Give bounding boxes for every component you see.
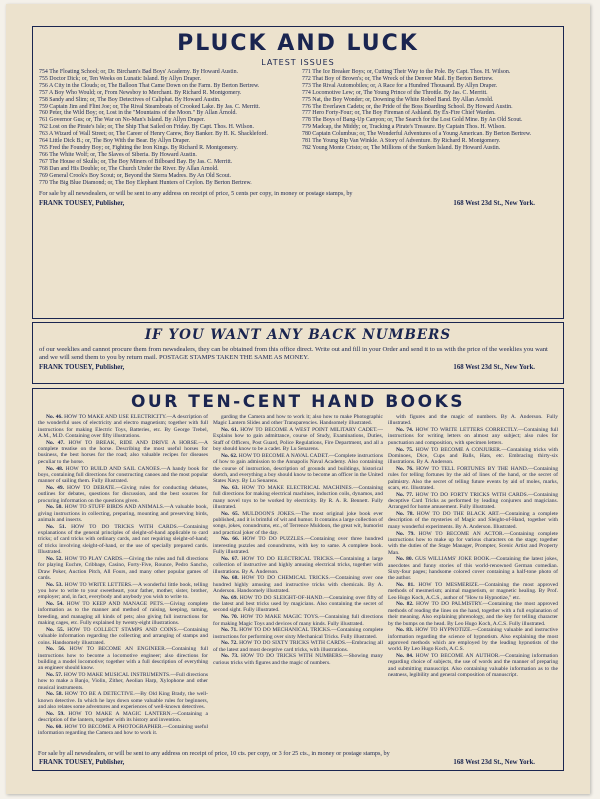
issue-entry: 775 Nat, the Boy Wonder; or, Downing the White Robed Band. By Allan Arnold.	[302, 96, 494, 103]
hand-book-description: HOW TO BECOME A PHOTOGRAPHER.—Containing useful information regarding the Camera and how to work it.	[38, 723, 208, 737]
hand-book-description: HOW TO KEEP AND MANAGE PETS.—Giving complete information as to the manner and method of raising, keeping, taming, breeding, and managing all kinds of pets; also giving full instructions for making cages, etc. Fully explained by twenty-eight illustrations.	[38, 601, 208, 627]
hand-book-entry	[388, 414, 558, 427]
issue-entry: 771 The Ice Breaker Boys; or, Cutting Their Way to the Pole. By Capt. Thos. H. Wilson.	[302, 69, 511, 75]
magazine-back-cover	[6, 4, 590, 794]
hand-book-number: No. 62.	[221, 452, 238, 459]
hand-book-description: HOW TO MAKE ELECTRICAL MACHINES.—Containing full directions for making electrical machines, induction coils, dynamos, and many novel toys to be worked by electricity. By R. A. R. Bennett. Fully illustrated.	[213, 484, 383, 510]
pluck-and-luck-title: PLUCK AND LUCK	[177, 31, 419, 56]
hand-book-entry	[213, 511, 383, 536]
hand-book-entry	[388, 531, 558, 556]
hand-book-number: No. 69.	[221, 594, 238, 601]
hand-book-entry	[38, 711, 208, 724]
hand-book-number: No. 71.	[221, 627, 238, 634]
hand-book-column-1	[38, 414, 208, 749]
hand-book-number: No. 79.	[396, 530, 415, 537]
hand-book-description: HOW TO PLAY CARDS.—Giving the rules and full directions for playing Euchre, Cribbage, Casino, Forty-Five, Rounce, Pedro Sancho, Draw Poker, Auction Pitch, All Fours, and many other popular games of cards.	[38, 555, 208, 581]
hand-book-entry	[388, 627, 558, 652]
hand-book-entry	[388, 556, 558, 581]
issues-left-column	[39, 69, 294, 186]
hand-book-entry	[388, 466, 558, 491]
issue-entry: 764 Little Dick B.; or, The Boy With the Bear. By Allyn Draper.	[39, 138, 191, 145]
hand-book-number: No. 84.	[396, 653, 414, 660]
hand-book-description: HOW TO BECOME A WEST POINT MILITARY CADET.—Explains how to gain admittance, course of Study, Examinations, Duties, Staff of Officers, Post Guard, Police Regulations, Fire Department, and all a boy should know to be a cadet. By Lu Senarens.	[213, 427, 383, 453]
hand-book-entry	[38, 724, 208, 737]
hand-book-entry	[38, 627, 208, 646]
hand-book-number: No. 74.	[396, 427, 414, 434]
hand-book-description: HOW TO BE A DETECTIVE.—By Old King Brady, the well-known detective. In which he lays down some valuable rules for beginners, and also relates some adventures and experiences of well-known detectives.	[38, 691, 208, 711]
issue-entry: 774 Locomotive Lew; or, The Young Prince of the Throttle. By Jas. C. Merritt.	[302, 89, 488, 96]
hand-book-description: HOW TO WRITE LETTERS CORRECTLY.—Containing full instructions for writing letters on almost any subject; also rules for punctuation and composition, with specimen letters.	[388, 427, 558, 446]
advertisement-frame	[32, 26, 564, 771]
hand-book-number: No. 53.	[46, 581, 63, 588]
hand-book-description: GUS WILLIAMS' JOKE BOOK.—Containing the latest jokes, anecdotes and funny stories of this world-renowned German comedian. Sixty-four pages; handsome colored cover containing a half-tone photo of the author.	[388, 556, 558, 582]
hand-book-description: MULDOON'S JOKES.—The most original joke book ever published, and it is brimful of wit and humor. It contains a large collection of songs, jokes, conundrums, etc., of Terrence Muldoon, the great wit, humorist and practical joker of the day.	[213, 510, 383, 536]
hand-book-entry	[388, 447, 558, 466]
hand-book-description: HOW TO DEBATE.—Giving rules for conducting debates, outlines for debates, questions for discussion, and the best sources for procuring information on the questions given.	[38, 484, 208, 504]
issue-entry: 772 That Boy of Brown's; or, The Wreck of the Denver Mail. By Berton Bertrew.	[302, 75, 494, 82]
hand-book-description: HOW TO BECOME AN ENGINEER.—Containing full instructions how to become a locomotive engineer; also directions for building a model locomotive; together with a full description of everything an engineer should know.	[38, 646, 208, 672]
hand-book-entry	[213, 595, 383, 614]
hand-book-entry	[213, 414, 383, 427]
publisher-name: FRANK TOUSEY, Publisher,	[39, 199, 125, 207]
hand-book-entry	[213, 427, 383, 452]
hand-book-entry	[38, 672, 208, 691]
hand-book-entry	[38, 601, 208, 626]
hand-book-description: HOW TO BECOME AN ACTOR.—Containing complete instructions how to make up for various characters on the stage; together with the duties of the Stage Manager, Prompter, Scenic Artist and Property Man.	[388, 530, 558, 556]
hand-book-entry	[388, 492, 558, 511]
hand-book-description: HOW TO BECOME A CONJURER.—Containing tricks with Dominoes, Dice, Cups and Balls, Hats, etc. Embracing thirty-six illustrations. By A. Anderson.	[388, 446, 558, 466]
issue-entry: 781 The Young Rip Van Winkle. A Story of Adventure. By Richard R. Montgomery.	[302, 138, 501, 145]
hand-book-description: HOW TO DO FORTY TRICKS WITH CARDS.—Containing deceptive Card Tricks as performed by leading conjurers and magicians. Arranged for home amusement. Fully illustrated.	[388, 491, 558, 511]
hand-book-description: HOW TO MAKE AND USE ELECTRICITY.—A description of the wonderful uses of electricity and electro magnetism; together with full instructions for making Electric Toys, Batteries, etc. By George Trebel, A.M., M.D. Containing over fifty illustrations.	[38, 414, 208, 440]
hand-book-description: HOW TO DO CHEMICAL TRICKS.—Containing over one hundred highly amusing and instructive tricks with chemicals. By A. Anderson. Handsomely illustrated.	[213, 575, 383, 595]
hand-book-description: HOW TO DO TRICKS WITH CARDS.—Containing explanations of the general principles of sleight-of-hand applicable to card tricks; of card tricks with ordinary cards, and not requiring sleight-of-hand; of tricks involving sleight-of-hand, or the use of specially prepared cards. Illustrated.	[38, 523, 208, 556]
hand-book-column-2	[213, 414, 383, 749]
back-numbers-title: IF YOU WANT ANY BACK NUMBERS	[144, 327, 452, 343]
ten-cent-footnote: For sale by all newsdealers, or will be sent to any address on receipt of price, 10 cts. per copy, or 3 for 25 cts., in money or postage stamps, by	[38, 750, 390, 757]
hand-book-entry	[388, 582, 558, 601]
issue-entry: 766 The White Wolf; or, The Slaves of Siberia. By Howard Austin.	[39, 151, 197, 158]
hand-book-entry	[38, 504, 208, 523]
back-numbers-section	[32, 322, 564, 384]
issue-entry: 763 A Wizard of Wall Street; or, The Career of Henry Carew, Boy Banker. By H. K. Shackleford.	[39, 131, 268, 138]
hand-book-number: No. 51.	[46, 523, 67, 530]
hand-book-description: HOW TO DO SIXTY TRICKS WITH CARDS.—Embracing all of the latest and most deceptive card tricks, with illustrations.	[213, 640, 383, 653]
issue-entry: 758 Sandy and Slim; or, The Boy Detectives of Caliphat. By Howard Austin.	[39, 96, 221, 103]
issue-entry: 754 The Floating School; or, Dr. Bircham's Bad Boys' Academy. By Howard Austin.	[39, 69, 239, 75]
hand-book-description: HOW TO BREAK, RIDE AND DRIVE A HORSE.—A complete treatise on the horse. Describing the most useful horses for business, the best horses for the road; also valuable recipes for diseases peculiar to the horse.	[38, 439, 208, 465]
hand-book-number: No. 66.	[221, 536, 240, 543]
publisher-address: 168 West 23d St., New York.	[453, 199, 535, 207]
issue-entry: 770 The Big Blue Diamond; or, The Boy Elephant Hunters of Ceylon. By Berton Bertrew.	[39, 179, 252, 186]
hand-book-number: No. 61.	[221, 427, 239, 434]
hand-book-entry	[388, 511, 558, 530]
hand-book-description: HOW TO DO PALMISTRY.—Containing the most approved methods of reading the lines on the hand, together with a full explanation of their meaning. Also explaining phrenology, and the key for telling character by the bumps on the head. By Leo Hugo Koch, A.C.S. Fully illustrated.	[388, 601, 558, 627]
hand-book-description: HOW TO DO THE BLACK ART.—Containing a complete description of the mysteries of Magic and Sleight-of-Hand, together with many wonderful experiments. By A. Anderson. Illustrated.	[388, 511, 558, 530]
back-numbers-text: of our weeklies and cannot procure them from newsdealers, they can be obtained from this office direct. Write out and fill in your Order and send it to us with the price of the weeklies you want and we will send them to you by return mail. POSTAGE STAMPS TAKEN THE SAME AS MONEY.	[39, 346, 548, 361]
hand-book-number: No. 48.	[46, 465, 64, 472]
hand-book-number: No. 83.	[396, 627, 414, 634]
hand-book-number: No. 68.	[221, 575, 239, 582]
hand-book-number: No. 59.	[46, 710, 65, 717]
hand-book-description: HOW TO WRITE LETTERS.—A wonderful little book, telling you how to write to your sweetheart, your father, mother, sister, brother, employer; and, in fact, everybody and anybody you wish to write to.	[38, 581, 208, 601]
hand-book-description: garding the Camera and how to work it; also how to make Photographic Magic Lantern Slides and other Transparencies. Handsomely illustrated.	[213, 414, 383, 427]
issue-entry: 779 Madcap, the Middy; or, Tracking a Pirate's Treasure. By Captain Thos. H. Wilson.	[302, 124, 506, 131]
hand-book-number: No. 50.	[46, 504, 63, 511]
publisher-address: 168 West 23d St., New York.	[453, 363, 535, 371]
hand-book-number: No. 47.	[46, 439, 65, 446]
hand-book-entry	[38, 466, 208, 485]
issue-columns	[33, 67, 563, 186]
issue-entry: 767 The House of Skulls; or, The Boy Miners of Bilboard Bay. By Jas. C. Merritt.	[39, 158, 233, 165]
hand-book-entry	[38, 691, 208, 710]
hand-book-columns	[33, 412, 563, 749]
hand-book-description: HOW TO DO ELECTRICAL TRICKS.—Containing a large collection of instructive and highly amusing electrical tricks, together with illustrations. By A. Anderson.	[213, 555, 383, 575]
hand-book-entry	[388, 427, 558, 446]
hand-book-number: No. 75.	[396, 446, 414, 453]
hand-book-number: No. 60.	[46, 723, 63, 730]
publisher-line	[33, 757, 563, 768]
hand-book-number: No. 54.	[46, 601, 64, 608]
hand-book-number: No. 46.	[46, 414, 63, 420]
hand-book-number: No. 57.	[46, 672, 63, 679]
hand-book-entry	[213, 453, 383, 485]
hand-book-entry	[213, 556, 383, 575]
hand-book-entry	[38, 524, 208, 556]
hand-book-number: No. 80.	[396, 556, 413, 563]
publisher-line	[33, 198, 563, 209]
issue-entry: 773 The Rival Automobiles; or, A Race for a Hundred Thousand. By Allyn Draper.	[302, 82, 498, 89]
publisher-name: FRANK TOUSEY, Publisher,	[39, 363, 125, 371]
hand-book-number: No. 76.	[396, 465, 414, 472]
hand-book-number: No. 52.	[46, 555, 63, 562]
hand-book-entry	[38, 556, 208, 581]
hand-book-description: HOW TO DO PUZZLES.—Containing over three hundred interesting puzzles and conundrums, with key to same. A complete book. Fully illustrated.	[213, 536, 383, 556]
hand-book-entry	[38, 414, 208, 439]
hand-book-description: HOW TO TELL FORTUNES BY THE HAND.—Containing rules for telling fortunes by the aid of lines of the hand, or the secret of palmistry. Also the secret of telling future events by aid of moles, marks, scars, etc. Illustrated.	[388, 465, 558, 491]
hand-book-number: No. 73.	[221, 653, 239, 660]
hand-book-number: No. 70.	[221, 614, 239, 621]
hand-book-number: No. 78.	[396, 511, 414, 518]
issue-entry: 759 Captain Jim and Flint Joe; or, The Rival Steamboats of Crooked Lake. By Jas. C. Merritt.	[39, 103, 261, 110]
issue-entry: 768 Dan and His Double; or, The Church Under the River. By Allan Arnold.	[39, 165, 219, 172]
hand-book-entry	[388, 601, 558, 626]
issue-entry: 769 General Crook's Boy Scout; or, Beyond the Sierra Madres. By An Old Scout.	[39, 172, 231, 179]
hand-book-number: No. 56.	[46, 646, 66, 653]
hand-book-number: No. 58.	[46, 691, 63, 698]
hand-book-entry	[388, 653, 558, 678]
hand-book-number: No. 63.	[221, 484, 239, 491]
hand-book-entry	[213, 536, 383, 555]
issue-entry: 756 A City in the Clouds; or, The Balloon That Came Down on the Farm. By Berton Bertrew.	[39, 82, 260, 89]
publisher-address: 168 West 23d St., New York.	[453, 759, 535, 766]
issue-entry: 780 Captain Columbus; or, The Wonderful Adventures of a Young American. By Berton Bertrew.	[302, 131, 532, 138]
hand-book-entry	[213, 653, 383, 666]
hand-book-number: No. 55.	[46, 626, 65, 633]
ten-cent-title: OUR TEN-CENT HAND BOOKS	[130, 392, 465, 412]
issue-entry: 755 Doctor Dick; or, Ten Weeks on Lunatic Island. By Allyn Draper.	[39, 75, 201, 82]
hand-book-number: No. 72.	[221, 640, 238, 647]
issue-entry: 757 A Boy Who Would; or, From Newsboy to Merchant. By Richard R. Montgomery.	[39, 89, 242, 96]
hand-book-number: No. 67.	[221, 555, 239, 562]
hand-book-description: HOW TO BECOME AN AUTHOR.—Containing information regarding choice of subjects, the use of words and the manner of preparing and submitting manuscript. Also containing valuable information as to the neatness, legibility and general composition of manuscript.	[388, 653, 558, 679]
hand-book-description: HOW TO MAKE MUSICAL INSTRUMENTS.—Full directions how to make a Banjo, Violin, Zither, Aeolian Harp, Xylophone and other musical instruments.	[38, 672, 208, 691]
hand-book-entry	[213, 640, 383, 653]
pluck-and-luck-section	[32, 26, 564, 319]
hand-book-description: HOW TO DO SLEIGHT-OF-HAND.—Containing over fifty of the latest and best tricks used by magicians. Also containing the secret of second sight. Fully illustrated.	[213, 594, 383, 614]
hand-book-entry	[38, 646, 208, 671]
hand-book-column-3	[388, 414, 558, 749]
issue-entry: 762 Lost on the Pirate's Isle; or, The Ship That Sailed on Friday. By Capt. Thos. H. Wilson.	[39, 124, 254, 131]
hand-book-entry	[38, 485, 208, 504]
issue-entry: 765 Fred the Foundry Boy; or, Fighting the Iron Kings. By Richard R. Montgomery.	[39, 144, 238, 151]
ten-cent-hand-books-section	[32, 388, 564, 771]
pluck-and-luck-footnote: For sale by all newsdealers, or will be sent to any address on receipt of price, 5 cents per copy, in money or postage stamps, by	[39, 190, 353, 198]
hand-book-entry	[213, 485, 383, 510]
hand-book-number: No. 82.	[396, 601, 414, 608]
hand-book-number: No. 81.	[396, 582, 415, 589]
hand-book-entry	[38, 440, 208, 465]
hand-book-description: with figures and the magic of numbers. By A. Anderson. Fully illustrated.	[388, 414, 558, 427]
publisher-line	[33, 362, 563, 373]
hand-book-number: No. 77.	[396, 491, 414, 498]
publisher-name: FRANK TOUSEY, Publisher,	[39, 759, 125, 766]
issue-entry: 782 Young Monte Cristo; or, The Millions of the Sunken Island. By Howard Austin.	[302, 144, 501, 151]
hand-book-entry	[213, 614, 383, 627]
hand-book-description: HOW TO HYPNOTIZE.—Containing valuable and instructive information regarding the science of hypnotism. Also explaining the most approved methods which are employed by the leading hypnotists of the world. By Leo Hugo Koch, A.C.S.	[388, 627, 558, 653]
hand-book-description: HOW TO DO MECHANICAL TRICKS.—Containing complete instructions for performing over sixty Mechanical Tricks. Fully illustrated.	[213, 627, 383, 640]
hand-book-number: No. 65.	[221, 510, 240, 517]
hand-book-description: HOW TO COLLECT STAMPS AND COINS.—Containing valuable information regarding the collecting and arranging of stamps and coins. Handsomely illustrated.	[38, 626, 208, 646]
hand-book-description: HOW TO BECOME A NAVAL CADET.—Complete instructions of how to gain admission to the Annapolis Naval Academy. Also containing the course of instruction, description of grounds and buildings, historical sketch, and everything a boy should know to become an officer in the United States Navy. By Lu Senarens.	[213, 452, 383, 485]
hand-book-description: HOW TO BUILD AND SAIL CANOES.—A handy book for boys, containing full directions for constructing canoes and the most popular manner of sailing them. Fully illustrated.	[38, 465, 208, 485]
issue-entry: 776 The Everlawn Cadets; or, the Pride of the Boss Boarding School. By Howard Austin.	[302, 103, 513, 110]
issue-entry: 778 The Boys of Bang-Up Canyon; or, The Search for the Lost Gold Mine. By An Old Scout.	[302, 117, 523, 124]
latest-issues-heading: LATEST ISSUES	[261, 58, 335, 67]
hand-book-description: HOW TO MESMERIZE.—Containing the most approved methods of mesmerism; animal magnetism, or magnetic healing. By Prof. Leo Hugo Koch, A.C.S., author of "How to Hypnotize," etc.	[388, 582, 558, 601]
hand-book-description: HOW TO DO TRICKS WITH NUMBERS.—Showing many curious tricks with figures and the magic of numbers.	[213, 653, 383, 666]
hand-book-description: HOW TO STUFF BIRDS AND ANIMALS.—A valuable book, giving instructions in collecting, preparing, mounting and preserving birds, animals and insects.	[38, 504, 208, 524]
issue-entry: 760 Peter, the Wild Boy; or, Lost in the "Mountains of the Moon." By Allan Arnold.	[39, 110, 237, 117]
hand-book-entry	[213, 575, 383, 594]
issue-entry: 761 Governor Gus; or, The War on No-Man's Island. By Allyn Draper.	[39, 117, 206, 124]
issue-entry: 777 Hero Forty-Four; or, The Boy Fireman of Ashland. By Ex-Fire Chief Warden.	[302, 110, 496, 117]
issues-right-column	[302, 69, 557, 186]
hand-book-description: HOW TO MAKE A MAGIC LANTERN.—Containing a description of the lantern, together with its history and invention.	[38, 710, 208, 724]
hand-book-entry	[38, 582, 208, 601]
hand-book-entry	[213, 627, 383, 640]
hand-book-number: No. 49.	[46, 484, 64, 491]
hand-book-description: HOW TO MAKE MAGIC TOYS.—Containing full directions for making Magic Toys and devices of many kinds. Fully illustrated.	[213, 614, 383, 627]
